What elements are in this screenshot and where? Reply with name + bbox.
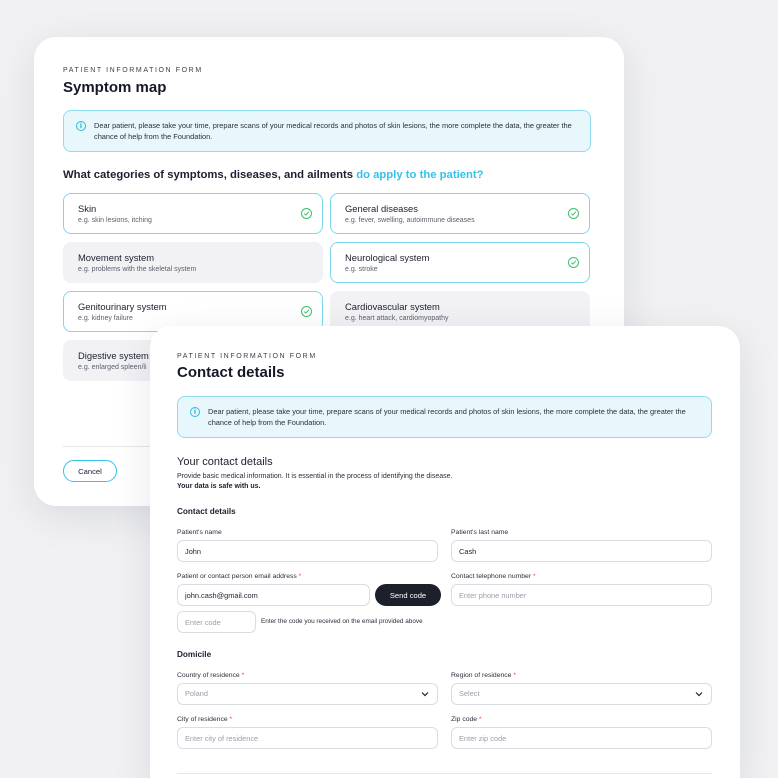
section-description: Provide basic medical information. It is essential in the process of identifying the disease. bbox=[177, 473, 453, 480]
check-circle-icon bbox=[301, 306, 312, 317]
info-box bbox=[63, 110, 591, 152]
category-example: e.g. kidney failure bbox=[78, 315, 133, 322]
chevron-down-icon bbox=[421, 691, 429, 697]
check-circle-icon bbox=[568, 257, 579, 268]
category-example: e.g. skin lesions, itching bbox=[78, 217, 152, 224]
city-label: City of residence * bbox=[177, 716, 233, 723]
code-hint: Enter the code you received on the email provided above bbox=[261, 618, 423, 625]
category-title: Movement system bbox=[78, 252, 155, 263]
contact-details-card bbox=[150, 326, 740, 778]
page-title: Symptom map bbox=[63, 79, 167, 96]
category-title: Neurological system bbox=[345, 252, 430, 263]
patient-name-input[interactable] bbox=[177, 540, 438, 562]
category-example: e.g. fever, swelling, autoimmune diseases bbox=[345, 217, 475, 224]
country-label: Country of residence * bbox=[177, 672, 245, 679]
zip-input[interactable] bbox=[451, 727, 712, 749]
check-circle-icon bbox=[301, 208, 312, 219]
patient-name-label: Patient's name bbox=[177, 529, 222, 536]
divider bbox=[177, 773, 712, 774]
info-text: Dear patient, please take your time, prepare scans of your medical records and photos of skin lesions, the more complete the data, the greater the chance of help from the Foundation. bbox=[208, 407, 686, 427]
category-example: e.g. heart attack, cardiomyopathy bbox=[345, 315, 449, 322]
region-value: Select bbox=[459, 689, 480, 698]
category-example: e.g. stroke bbox=[345, 266, 378, 273]
phone-input[interactable] bbox=[451, 584, 712, 606]
zip-label: Zip code * bbox=[451, 716, 482, 723]
category-example: e.g. problems with the skeletal system bbox=[78, 266, 197, 273]
section-title: Your contact details bbox=[177, 456, 273, 468]
info-text: Dear patient, please take your time, prepare scans of your medical records and photos of skin lesions, the more complete the data, the greater the chance of help from the Foundation. bbox=[94, 121, 572, 141]
region-select[interactable] bbox=[451, 683, 712, 705]
info-icon: i bbox=[76, 121, 86, 131]
patient-last-name-label: Patient's last name bbox=[451, 529, 509, 536]
category-tile[interactable] bbox=[330, 242, 590, 283]
patient-last-name-input[interactable] bbox=[451, 540, 712, 562]
country-value: Poland bbox=[185, 689, 209, 698]
question-text: What categories of symptoms, diseases, and ailments bbox=[63, 169, 357, 181]
verification-code-input[interactable] bbox=[177, 611, 256, 633]
country-select[interactable] bbox=[177, 683, 438, 705]
city-input[interactable] bbox=[177, 727, 438, 749]
chevron-down-icon bbox=[695, 691, 703, 697]
email-label: Patient or contact person email address * bbox=[177, 573, 302, 580]
category-title: Genitourinary system bbox=[78, 301, 167, 312]
info-box bbox=[177, 396, 712, 438]
question-accent: do apply to the patient? bbox=[356, 169, 484, 181]
category-tile[interactable] bbox=[63, 242, 323, 283]
form-eyebrow: PATIENT INFORMATION FORM bbox=[177, 353, 317, 360]
check-circle-icon bbox=[568, 208, 579, 219]
category-tile[interactable] bbox=[330, 193, 590, 234]
page-title: Contact details bbox=[177, 364, 285, 381]
send-code-button[interactable]: Send code bbox=[375, 584, 441, 606]
form-eyebrow: PATIENT INFORMATION FORM bbox=[63, 67, 203, 74]
info-icon: i bbox=[190, 407, 200, 417]
region-label: Region of residence * bbox=[451, 672, 517, 679]
category-title: General diseases bbox=[345, 203, 418, 214]
data-safe-note: Your data is safe with us. bbox=[177, 483, 261, 490]
email-input[interactable] bbox=[177, 584, 370, 606]
category-example: e.g. enlarged spleen/li bbox=[78, 364, 147, 371]
category-title: Skin bbox=[78, 203, 97, 214]
subsection-contact-title: Contact details bbox=[177, 507, 236, 516]
phone-label: Contact telephone number * bbox=[451, 573, 536, 580]
symptom-question bbox=[63, 169, 484, 181]
category-tile[interactable] bbox=[63, 193, 323, 234]
subsection-domicile-title: Domicile bbox=[177, 650, 212, 659]
category-title: Digestive system bbox=[78, 350, 149, 361]
cancel-button[interactable]: Cancel bbox=[63, 460, 117, 482]
category-title: Cardiovascular system bbox=[345, 301, 440, 312]
